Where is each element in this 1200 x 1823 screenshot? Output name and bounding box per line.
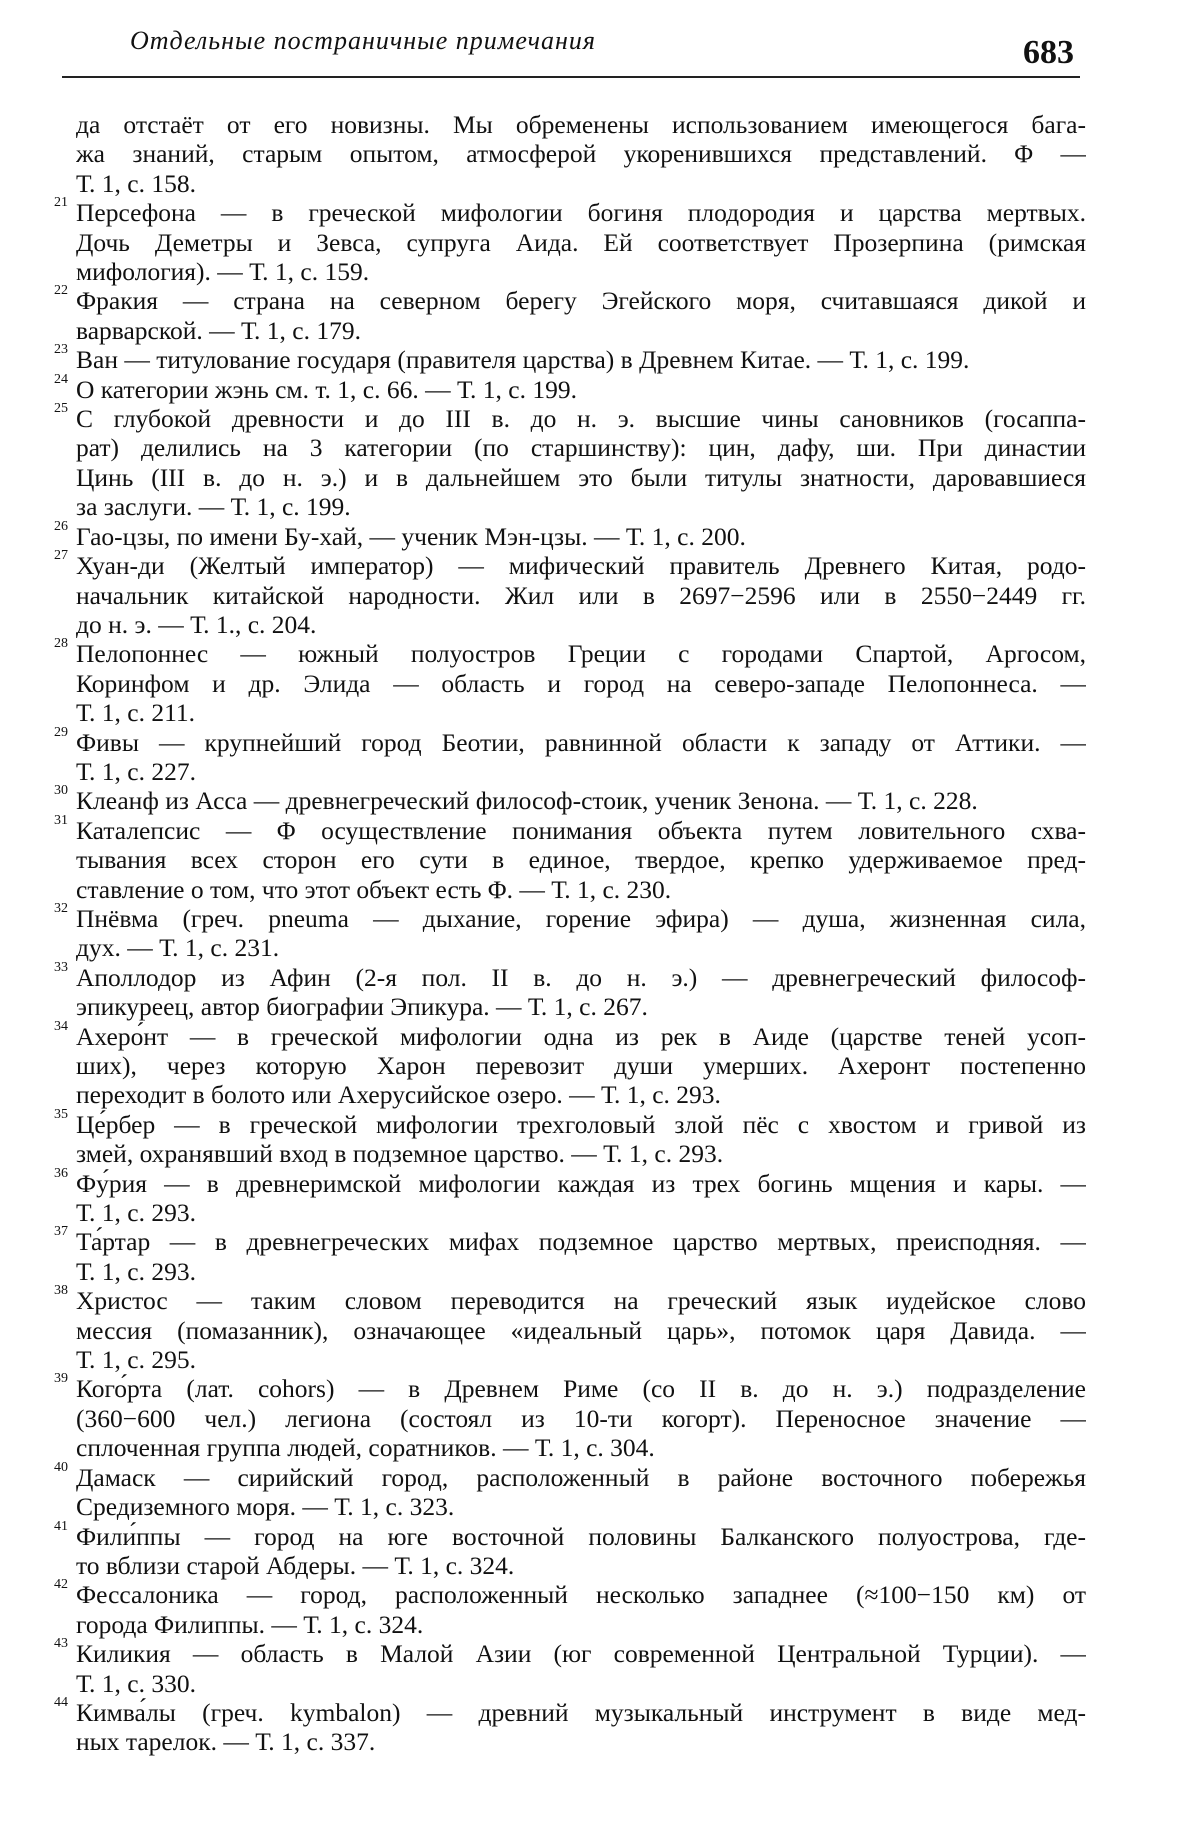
footnote-line: Т. 1, с. 227.	[76, 756, 196, 786]
footnote-line: Фивы — крупнейший город Беотии, равнинной области к западу от Аттики. —	[76, 727, 1086, 757]
footnote-number: 38	[54, 1283, 68, 1299]
footnote-line: варварской. — Т. 1, с. 179.	[76, 315, 361, 345]
footnote-entry	[54, 1577, 1086, 1639]
footnote-number: 23	[54, 342, 68, 358]
footnote-line: Т. 1, с. 293.	[76, 1256, 196, 1286]
footnote-entry	[54, 1371, 1086, 1463]
footnote-entry	[54, 636, 1086, 728]
footnote-line: Фу́рия — в древнеримской мифологии каждая из трех богинь мщения и кары. —	[76, 1168, 1086, 1198]
footnote-line: ставление о том, что этот объект есть Φ. — Т. 1, с. 230.	[76, 874, 672, 904]
footnotes-body	[54, 110, 1086, 1757]
footnote-line: Кимва́лы (греч. kymbalon) — древний музыкальный инструмент в виде мед-	[76, 1697, 1086, 1727]
footnote-number: 44	[54, 1694, 68, 1710]
footnote-line: тывания всех сторон его сути в единое, твердое, крепко удерживаемое пред-	[76, 845, 1086, 875]
footnote-number: 25	[54, 401, 68, 417]
footnote-line: Хуан-ди (Желтый император) — мифический правитель Древнего Китая, родо-	[76, 551, 1086, 581]
header-rule	[62, 76, 1080, 78]
footnote-number: 36	[54, 1165, 68, 1181]
footnote-entry	[54, 1636, 1086, 1698]
footnote-number: 34	[54, 1018, 68, 1034]
footnote-line: Гао-цзы, по имени Бу-хай, — ученик Мэн-цзы. — Т. 1, с. 200.	[76, 521, 746, 551]
footnote-number: 29	[54, 724, 68, 740]
footnote-line: ших), через которую Харон перевозит души умерших. Ахеронт постепенно	[76, 1051, 1086, 1080]
footnote-number: 31	[54, 812, 68, 828]
footnote-number: 24	[54, 371, 68, 387]
running-title: Отдельные постраничные примечания	[130, 26, 596, 55]
footnote-line: Пнёвма (греч. pneuma — дыхание, горение эфира) — душа, жизненная сила,	[76, 903, 1086, 933]
footnote-line: Цинь (III в. до н. э.) и в дальнейшем это были титулы знатности, даровавшиеся	[76, 462, 1086, 492]
footnote-entry	[54, 1283, 1086, 1375]
footnote-entry	[54, 812, 1086, 904]
footnote-line: начальник китайской народности. Жил или в 2697−2596 или в 2550−2449 гг.	[76, 580, 1086, 610]
footnote-number: 37	[54, 1224, 68, 1240]
footnote-number: 39	[54, 1371, 68, 1387]
footnote-entry	[54, 548, 1086, 639]
footnote-line: за заслуги. — Т. 1, с. 199.	[76, 492, 351, 522]
footnote-line: змей, охранявший вход в подземное царство. — Т. 1, с. 293.	[76, 1139, 724, 1169]
footnote-line: Це́рбер — в греческой мифологии трехголовый злой пёс с хвостом и гривой из	[76, 1109, 1086, 1139]
footnote-number: 28	[54, 636, 68, 652]
footnote-entry	[54, 1518, 1086, 1581]
page-header	[62, 24, 1080, 82]
text-line: Т. 1, с. 158.	[76, 168, 196, 198]
footnote-number: 22	[54, 283, 68, 299]
footnote-line: дух. — Т. 1, с. 231.	[76, 933, 280, 963]
footnote-line: (360−600 чел.) легиона (состоял из 10-ти когорт). Переносное значение —	[76, 1403, 1086, 1433]
footnote-line: О категории жэнь см. т. 1, с. 66. — Т. 1, с. 199.	[76, 374, 577, 404]
footnote-line: Клеанф из Асса — древнегреческий философ-стоик, ученик Зенона. — Т. 1, с. 228.	[76, 786, 978, 816]
footnote-entry	[54, 401, 1086, 522]
footnote-entry	[54, 783, 1086, 816]
footnote-line: Т. 1, с. 211.	[76, 698, 196, 728]
footnote-line: Киликия — область в Малой Азии (юг современной Центральной Турции). —	[76, 1639, 1086, 1669]
footnote-line: Христос — таким словом переводится на греческий язык иудейское слово	[76, 1286, 1086, 1316]
footnote-number: 41	[54, 1518, 68, 1534]
footnote-number: 35	[54, 1106, 68, 1122]
text-line: да отстаёт от его новизны. Мы обременены использованием имеющегося бага-	[76, 110, 1086, 139]
footnote-number: 42	[54, 1577, 68, 1593]
footnote-number: 27	[54, 548, 68, 564]
footnote-number: 32	[54, 900, 68, 916]
text-line: жа знаний, старым опытом, атмосферой укоренившихся представлений. Φ —	[76, 139, 1086, 169]
footnote-line: Т. 1, с. 330.	[76, 1668, 196, 1698]
footnote-entry	[54, 724, 1086, 787]
footnote-line: Каталепсис — Φ осуществление понимания объекта путем ловительного схва-	[76, 815, 1086, 845]
footnote-line: Коринфом и др. Элида — область и город на северо-западе Пелопоннеса. —	[76, 668, 1086, 698]
footnote-entry	[54, 195, 1086, 287]
footnote-entry	[54, 1106, 1086, 1169]
footnote-line: Ахеро́нт — в греческой мифологии одна из рек в Аиде (царстве теней усоп-	[76, 1021, 1086, 1051]
footnote-line: Фракия — страна на северном берегу Эгейского моря, считавшаяся дикой и	[76, 286, 1086, 316]
footnote-line: переходит в болото или Ахерусийское озеро. — Т. 1, с. 293.	[76, 1080, 721, 1110]
footnote-entry	[54, 1165, 1086, 1228]
footnote-line: Т. 1, с. 293.	[76, 1198, 196, 1228]
footnote-entry	[54, 342, 1086, 375]
footnote-line: Дамаск — сирийский город, расположенный в районе восточного побережья	[76, 1462, 1086, 1492]
footnote-entry	[54, 1224, 1086, 1286]
footnote-entry	[54, 959, 1086, 1022]
footnote-line: ных тарелок. — Т. 1, с. 337.	[76, 1727, 376, 1757]
footnote-entry	[54, 900, 1086, 963]
footnote-line: Аполлодор из Афин (2-я пол. II в. до н. э.) — древнегреческий философ-	[76, 962, 1086, 992]
footnote-entry	[54, 283, 1086, 345]
footnote-line: рат) делились на 3 категории (по старшинству): цин, дафу, ши. При династии	[76, 433, 1086, 463]
footnote-line: то вблизи старой Абдеры. — Т. 1, с. 324.	[76, 1550, 515, 1580]
footnote-line: Та́ртар — в древнегреческих мифах подземное царство мертвых, преисподняя. —	[76, 1227, 1086, 1257]
footnote-line: Т. 1, с. 295.	[76, 1345, 196, 1375]
intro-continuation	[76, 110, 1086, 198]
footnote-entry	[54, 518, 1086, 551]
footnote-number: 43	[54, 1636, 68, 1652]
footnote-line: мессия (помазанник), означающее «идеальный царь», потомок царя Давида. —	[76, 1315, 1086, 1345]
page-number: 683	[1023, 34, 1074, 71]
footnote-entry	[54, 1459, 1086, 1522]
footnote-line: Средиземного моря. — Т. 1, с. 323.	[76, 1492, 455, 1522]
footnote-number: 33	[54, 959, 68, 975]
footnote-line: мифология). — Т. 1, с. 159.	[76, 257, 370, 287]
footnote-line: Фессалоника — город, расположенный несколько западнее (≈100−150 км) от	[76, 1580, 1086, 1610]
footnote-line: Кого́рта (лат. cohors) — в Древнем Риме (со II в. до н. э.) подразделение	[76, 1374, 1086, 1404]
footnote-line: С глубокой древности и до III в. до н. э. высшие чины сановников (госаппа-	[76, 404, 1086, 434]
footnote-line: эпикуреец, автор биографии Эпикура. — Т. 1, с. 267.	[76, 992, 648, 1022]
footnote-entry	[54, 1694, 1086, 1757]
footnote-entry	[54, 1018, 1086, 1110]
footnote-number: 30	[54, 783, 68, 799]
footnote-line: до н. э. — Т. 1., с. 204.	[76, 609, 317, 639]
footnote-line: Персефона — в греческой мифологии богиня плодородия и царства мертвых.	[76, 198, 1086, 228]
footnote-list	[54, 195, 1086, 1757]
footnote-line: сплоченная группа людей, соратников. — Т. 1, с. 304.	[76, 1433, 655, 1463]
footnote-number: 21	[54, 195, 68, 211]
footnote-line: Пелопоннес — южный полуостров Греции с городами Спартой, Аргосом,	[76, 639, 1086, 669]
footnote-number: 26	[54, 518, 68, 534]
footnote-line: Фили́ппы — город на юге восточной половины Балканского полуострова, где-	[76, 1521, 1086, 1551]
footnote-line: Дочь Деметры и Зевса, супруга Аида. Ей соответствует Прозерпина (римская	[76, 227, 1086, 257]
footnote-number: 40	[54, 1459, 68, 1475]
footnote-line: Ван — титулование государя (правителя царства) в Древнем Китае. — Т. 1, с. 199.	[76, 345, 970, 375]
footnote-line: города Филиппы. — Т. 1, с. 324.	[76, 1609, 424, 1639]
footnote-entry	[54, 371, 1086, 404]
